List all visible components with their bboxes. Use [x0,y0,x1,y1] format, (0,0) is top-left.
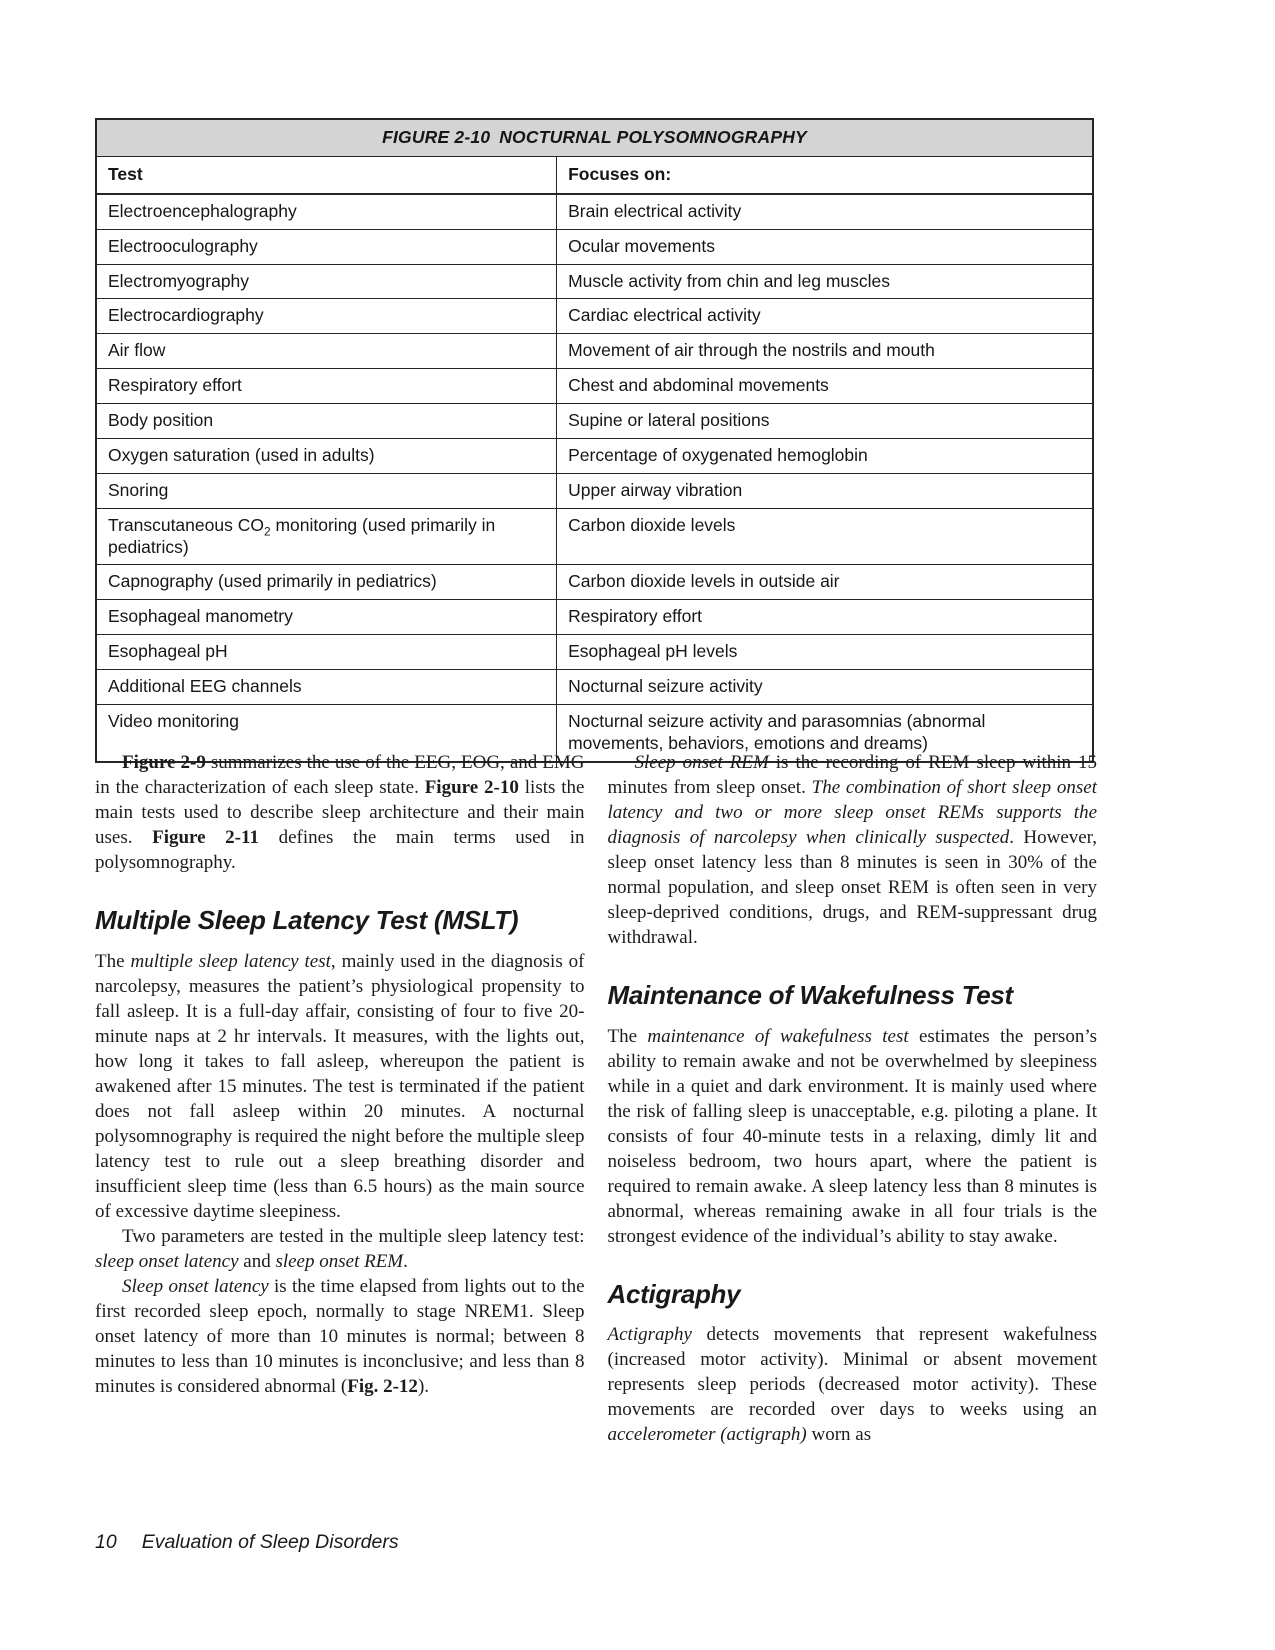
paragraph-actigraphy-description: Actigraphy detects movements that represent wakefulness (increased motor activity). Minimal or absent movement represents sleep periods (decreased motor activity). These movements are recorded over days to weeks using an accelerometer (actigraph) worn as [607,1324,1097,1446]
focus-cell: Nocturnal seizure activity [557,670,1093,705]
table-title-row [96,119,1093,156]
figure-2-10-table [95,118,1094,763]
paragraph-sleep-onset-rem: Sleep onset REM is the recording of REM sleep within 15 minutes from sleep onset. The combination of short sleep onset latency and two or more sleep onset REMs supports the diagnosis of narcolepsy when clinically suspected. However, sleep onset latency less than 8 minutes is seen in 30% of the normal population, and sleep onset REM is often seen in very sleep-deprived conditions, drugs, and REM-suppressant drug withdrawal. [607,752,1098,948]
test-cell: Air flow [96,334,557,369]
test-cell: Electrooculography [96,229,557,264]
section-heading-mslt: Multiple Sleep Latency Test (MSLT) [95,905,519,935]
table-row [96,404,1093,439]
test-cell: Respiratory effort [96,369,557,404]
test-cell: Video monitoring [96,704,557,761]
test-cell: Body position [96,404,557,439]
section-heading-mwt: Maintenance of Wakefulness Test [607,980,1013,1010]
focus-cell: Carbon dioxide levels [557,508,1093,565]
focus-cell: Brain electrical activity [557,194,1093,229]
table-row [96,229,1093,264]
focus-cell: Supine or lateral positions [557,404,1093,439]
table-row [96,565,1093,600]
column-header-focus: Focuses on: [557,156,1093,193]
table-row [96,438,1093,473]
table-row [96,264,1093,299]
table-row [96,299,1093,334]
test-cell: Esophageal manometry [96,600,557,635]
paragraph-two-parameters: Two parameters are tested in the multiple sleep latency test: sleep onset latency and sleep onset REM. [95,1225,585,1272]
section-heading-actigraphy: Actigraphy [607,1278,741,1309]
focus-cell: Esophageal pH levels [557,635,1093,670]
table-row [96,635,1093,670]
page-number: 10 [95,1531,117,1553]
table-row [96,670,1093,705]
table-title: FIGURE 2-10 NOCTURNAL POLYSOMNOGRAPHY [96,119,1093,156]
focus-cell: Chest and abdominal movements [557,369,1093,404]
table-row [96,334,1093,369]
test-cell: Transcutaneous $CO_2$ monitoring (used primarily in pediatrics) [96,508,557,565]
footer-chapter-title: Evaluation of Sleep Disorders [141,1531,399,1553]
table-header-row [96,156,1093,193]
test-cell: Electromyography [96,264,557,299]
focus-cell: Cardiac electrical activity [557,299,1093,334]
table-row [96,600,1093,635]
test-cell: Electrocardiography [96,299,557,334]
figure-2-10-table-wrap [95,118,1094,763]
paragraph-figures-summary: Figure 2-9 summarizes the use of the EEG, EOG, and EMG in the characterization of each sleep state. Figure 2-10 lists the main tests used to describe sleep architecture and their main uses. Figure 2-11 defines the main terms used in polysomnography. [95,752,585,873]
test-cell: Oxygen saturation (used in adults) [96,438,557,473]
focus-cell: Carbon dioxide levels in outside air [557,565,1093,600]
paragraph-sleep-onset-latency: Sleep onset latency is the time elapsed from lights out to the first recorded sleep epoch, normally to stage NREM1. Sleep onset latency of more than 10 minutes is normal; between 8 minutes to less than 10 minutes is inconclusive; and less than 8 minutes is considered abnormal (Fig. 2-12). [95,1275,585,1397]
test-cell: Electroencephalography [96,194,557,229]
focus-cell: Movement of air through the nostrils and mouth [557,334,1093,369]
column-header-test: Test [96,156,557,193]
focus-cell: Percentage of oxygenated hemoglobin [557,438,1093,473]
test-cell: Capnography (used primarily in pediatrics) [96,565,557,600]
paragraph-mwt-description: The maintenance of wakefulness test estimates the person’s ability to remain awake and not be overwhelmed by sleepiness while in a quiet and dark environment. It is mainly used where the risk of falling sleep is unacceptable, e.g. piloting a plane. It consists of four 40-minute tests in a relaxing, dimly lit and noiseless bedroom, two hours apart, where the patient is required to remain awake. A sleep latency less than 8 minutes is abnormal, whereas remaining awake in all four trials is the strongest evidence of the individual’s ability to stay awake. [607,1025,1097,1247]
focus-cell: Muscle activity from chin and leg muscles [557,264,1093,299]
table-row [96,194,1093,229]
focus-cell: Upper airway vibration [557,473,1093,508]
table-row [96,508,1093,565]
table-row [96,369,1093,404]
body-columns [95,750,1097,1447]
page-footer [95,1531,399,1554]
focus-cell: Ocular movements [557,229,1093,264]
test-cell: Esophageal pH [96,635,557,670]
left-column [95,750,585,1447]
table-row [96,473,1093,508]
right-column [608,750,1098,1447]
focus-cell: Nocturnal seizure activity and parasomnias (abnormal movements, behaviors, emotions and dreams) [557,704,1093,761]
paragraph-mslt-description: The multiple sleep latency test, mainly used in the diagnosis of narcolepsy, measures the patient’s physiological propensity to fall asleep. It is a full-day affair, consisting of four to five 20-minute naps at 2 hr intervals. It measures, with the lights out, how long it takes to fall asleep, whereupon the patient is awakened after 15 minutes. The test is terminated if the patient does not fall asleep within 20 minutes. A nocturnal polysomnography is required the night before the multiple sleep latency test to rule out a sleep breathing disorder and insufficient sleep time (less than 6.5 hours) as the main source of excessive daytime sleepiness. [95,950,585,1222]
focus-cell: Respiratory effort [557,600,1093,635]
test-cell: Additional EEG channels [96,670,557,705]
test-cell: Snoring [96,473,557,508]
